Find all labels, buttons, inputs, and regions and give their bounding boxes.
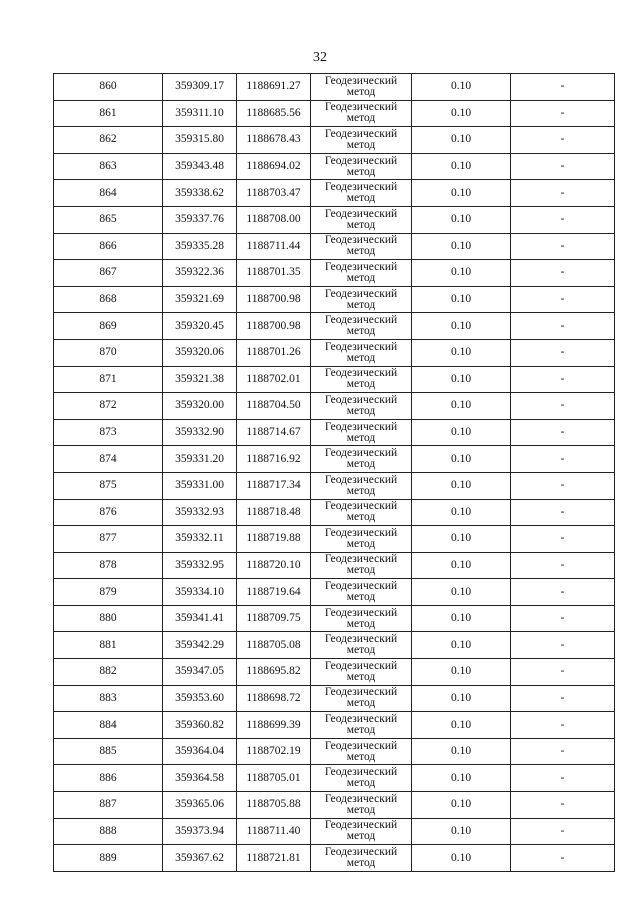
y-coordinate-cell: 1188708.00 <box>237 206 311 233</box>
accuracy-cell: 0.10 <box>412 818 511 845</box>
table-row <box>54 472 615 499</box>
x-coordinate-cell: 359332.95 <box>163 552 237 579</box>
y-coordinate-cell: 1188695.82 <box>237 659 311 686</box>
note-cell: - <box>511 233 615 260</box>
point-number-cell: 865 <box>54 206 163 233</box>
note-cell: - <box>511 446 615 473</box>
method-cell: Геодезический метод <box>311 499 412 526</box>
x-coordinate-cell: 359347.05 <box>163 659 237 686</box>
x-coordinate-cell: 359320.45 <box>163 313 237 340</box>
note-cell: - <box>511 552 615 579</box>
note-cell: - <box>511 74 615 101</box>
note-cell: - <box>511 393 615 420</box>
table-row <box>54 313 615 340</box>
method-cell: Геодезический метод <box>311 685 412 712</box>
point-number-cell: 867 <box>54 260 163 287</box>
table-row <box>54 206 615 233</box>
point-number-cell: 862 <box>54 127 163 154</box>
point-number-cell: 866 <box>54 233 163 260</box>
table-row <box>54 845 615 872</box>
x-coordinate-cell: 359331.20 <box>163 446 237 473</box>
accuracy-cell: 0.10 <box>412 552 511 579</box>
accuracy-cell: 0.10 <box>412 765 511 792</box>
page-number: 32 <box>313 50 327 65</box>
note-cell: - <box>511 339 615 366</box>
method-cell: Геодезический метод <box>311 552 412 579</box>
x-coordinate-cell: 359321.69 <box>163 286 237 313</box>
x-coordinate-cell: 359337.76 <box>163 206 237 233</box>
accuracy-cell: 0.10 <box>412 579 511 606</box>
point-number-cell: 873 <box>54 419 163 446</box>
method-cell: Геодезический метод <box>311 366 412 393</box>
accuracy-cell: 0.10 <box>412 339 511 366</box>
point-number-cell: 879 <box>54 579 163 606</box>
method-cell: Геодезический метод <box>311 286 412 313</box>
note-cell: - <box>511 738 615 765</box>
accuracy-cell: 0.10 <box>412 393 511 420</box>
note-cell: - <box>511 180 615 207</box>
point-number-cell: 875 <box>54 472 163 499</box>
x-coordinate-cell: 359315.80 <box>163 127 237 154</box>
point-number-cell: 880 <box>54 605 163 632</box>
y-coordinate-cell: 1188705.01 <box>237 765 311 792</box>
note-cell: - <box>511 153 615 180</box>
table-row <box>54 260 615 287</box>
y-coordinate-cell: 1188714.67 <box>237 419 311 446</box>
accuracy-cell: 0.10 <box>412 286 511 313</box>
y-coordinate-cell: 1188685.56 <box>237 100 311 127</box>
note-cell: - <box>511 419 615 446</box>
point-number-cell: 863 <box>54 153 163 180</box>
note-cell: - <box>511 260 615 287</box>
x-coordinate-cell: 359320.06 <box>163 339 237 366</box>
method-cell: Геодезический метод <box>311 632 412 659</box>
table-row <box>54 419 615 446</box>
accuracy-cell: 0.10 <box>412 446 511 473</box>
note-cell: - <box>511 632 615 659</box>
note-cell: - <box>511 765 615 792</box>
note-cell: - <box>511 818 615 845</box>
table-row <box>54 153 615 180</box>
method-cell: Геодезический метод <box>311 765 412 792</box>
accuracy-cell: 0.10 <box>412 366 511 393</box>
y-coordinate-cell: 1188717.34 <box>237 472 311 499</box>
note-cell: - <box>511 313 615 340</box>
method-cell: Геодезический метод <box>311 659 412 686</box>
x-coordinate-cell: 359332.90 <box>163 419 237 446</box>
method-cell: Геодезический метод <box>311 712 412 739</box>
x-coordinate-cell: 359334.10 <box>163 579 237 606</box>
y-coordinate-cell: 1188711.40 <box>237 818 311 845</box>
y-coordinate-cell: 1188719.88 <box>237 526 311 553</box>
point-number-cell: 884 <box>54 712 163 739</box>
x-coordinate-cell: 359373.94 <box>163 818 237 845</box>
table-row <box>54 579 615 606</box>
point-number-cell: 869 <box>54 313 163 340</box>
table-row <box>54 446 615 473</box>
note-cell: - <box>511 659 615 686</box>
method-cell: Геодезический метод <box>311 792 412 819</box>
method-cell: Геодезический метод <box>311 738 412 765</box>
y-coordinate-cell: 1188718.48 <box>237 499 311 526</box>
point-number-cell: 885 <box>54 738 163 765</box>
table-row <box>54 366 615 393</box>
table-row <box>54 552 615 579</box>
accuracy-cell: 0.10 <box>412 153 511 180</box>
y-coordinate-cell: 1188702.19 <box>237 738 311 765</box>
note-cell: - <box>511 685 615 712</box>
note-cell: - <box>511 127 615 154</box>
y-coordinate-cell: 1188705.88 <box>237 792 311 819</box>
note-cell: - <box>511 712 615 739</box>
x-coordinate-cell: 359335.28 <box>163 233 237 260</box>
coordinates-table-body <box>54 74 615 872</box>
point-number-cell: 864 <box>54 180 163 207</box>
table-row <box>54 339 615 366</box>
accuracy-cell: 0.10 <box>412 632 511 659</box>
x-coordinate-cell: 359320.00 <box>163 393 237 420</box>
y-coordinate-cell: 1188678.43 <box>237 127 311 154</box>
x-coordinate-cell: 359364.04 <box>163 738 237 765</box>
table-row <box>54 792 615 819</box>
y-coordinate-cell: 1188691.27 <box>237 74 311 101</box>
point-number-cell: 874 <box>54 446 163 473</box>
y-coordinate-cell: 1188701.35 <box>237 260 311 287</box>
note-cell: - <box>511 845 615 872</box>
table-row <box>54 632 615 659</box>
y-coordinate-cell: 1188701.26 <box>237 339 311 366</box>
accuracy-cell: 0.10 <box>412 526 511 553</box>
y-coordinate-cell: 1188703.47 <box>237 180 311 207</box>
y-coordinate-cell: 1188700.98 <box>237 313 311 340</box>
accuracy-cell: 0.10 <box>412 74 511 101</box>
method-cell: Геодезический метод <box>311 180 412 207</box>
note-cell: - <box>511 206 615 233</box>
x-coordinate-cell: 359367.62 <box>163 845 237 872</box>
accuracy-cell: 0.10 <box>412 792 511 819</box>
method-cell: Геодезический метод <box>311 74 412 101</box>
y-coordinate-cell: 1188711.44 <box>237 233 311 260</box>
y-coordinate-cell: 1188700.98 <box>237 286 311 313</box>
method-cell: Геодезический метод <box>311 845 412 872</box>
y-coordinate-cell: 1188699.39 <box>237 712 311 739</box>
accuracy-cell: 0.10 <box>412 712 511 739</box>
x-coordinate-cell: 359311.10 <box>163 100 237 127</box>
method-cell: Геодезический метод <box>311 446 412 473</box>
point-number-cell: 886 <box>54 765 163 792</box>
x-coordinate-cell: 359342.29 <box>163 632 237 659</box>
accuracy-cell: 0.10 <box>412 499 511 526</box>
table-row <box>54 499 615 526</box>
accuracy-cell: 0.10 <box>412 738 511 765</box>
table-row <box>54 100 615 127</box>
accuracy-cell: 0.10 <box>412 472 511 499</box>
accuracy-cell: 0.10 <box>412 206 511 233</box>
point-number-cell: 868 <box>54 286 163 313</box>
method-cell: Геодезический метод <box>311 153 412 180</box>
y-coordinate-cell: 1188694.02 <box>237 153 311 180</box>
y-coordinate-cell: 1188721.81 <box>237 845 311 872</box>
accuracy-cell: 0.10 <box>412 313 511 340</box>
note-cell: - <box>511 499 615 526</box>
x-coordinate-cell: 359364.58 <box>163 765 237 792</box>
method-cell: Геодезический метод <box>311 526 412 553</box>
x-coordinate-cell: 359341.41 <box>163 605 237 632</box>
table-row <box>54 286 615 313</box>
table-row <box>54 659 615 686</box>
method-cell: Геодезический метод <box>311 233 412 260</box>
accuracy-cell: 0.10 <box>412 180 511 207</box>
y-coordinate-cell: 1188709.75 <box>237 605 311 632</box>
coordinates-table <box>53 73 615 872</box>
table-row <box>54 765 615 792</box>
point-number-cell: 889 <box>54 845 163 872</box>
y-coordinate-cell: 1188702.01 <box>237 366 311 393</box>
point-number-cell: 860 <box>54 74 163 101</box>
table-row <box>54 127 615 154</box>
x-coordinate-cell: 359353.60 <box>163 685 237 712</box>
point-number-cell: 877 <box>54 526 163 553</box>
method-cell: Геодезический метод <box>311 100 412 127</box>
point-number-cell: 870 <box>54 339 163 366</box>
x-coordinate-cell: 359365.06 <box>163 792 237 819</box>
accuracy-cell: 0.10 <box>412 260 511 287</box>
method-cell: Геодезический метод <box>311 605 412 632</box>
accuracy-cell: 0.10 <box>412 127 511 154</box>
method-cell: Геодезический метод <box>311 419 412 446</box>
table-row <box>54 712 615 739</box>
point-number-cell: 878 <box>54 552 163 579</box>
accuracy-cell: 0.10 <box>412 419 511 446</box>
note-cell: - <box>511 526 615 553</box>
note-cell: - <box>511 286 615 313</box>
x-coordinate-cell: 359322.36 <box>163 260 237 287</box>
y-coordinate-cell: 1188720.10 <box>237 552 311 579</box>
table-row <box>54 605 615 632</box>
point-number-cell: 876 <box>54 499 163 526</box>
note-cell: - <box>511 100 615 127</box>
table-row <box>54 526 615 553</box>
accuracy-cell: 0.10 <box>412 233 511 260</box>
table-row <box>54 393 615 420</box>
method-cell: Геодезический метод <box>311 818 412 845</box>
accuracy-cell: 0.10 <box>412 659 511 686</box>
method-cell: Геодезический метод <box>311 393 412 420</box>
note-cell: - <box>511 579 615 606</box>
method-cell: Геодезический метод <box>311 472 412 499</box>
x-coordinate-cell: 359332.93 <box>163 499 237 526</box>
table-row <box>54 738 615 765</box>
note-cell: - <box>511 792 615 819</box>
method-cell: Геодезический метод <box>311 339 412 366</box>
table-row <box>54 818 615 845</box>
accuracy-cell: 0.10 <box>412 845 511 872</box>
point-number-cell: 882 <box>54 659 163 686</box>
method-cell: Геодезический метод <box>311 127 412 154</box>
point-number-cell: 888 <box>54 818 163 845</box>
y-coordinate-cell: 1188716.92 <box>237 446 311 473</box>
method-cell: Геодезический метод <box>311 260 412 287</box>
y-coordinate-cell: 1188719.64 <box>237 579 311 606</box>
x-coordinate-cell: 359338.62 <box>163 180 237 207</box>
table-row <box>54 74 615 101</box>
y-coordinate-cell: 1188704.50 <box>237 393 311 420</box>
table-row <box>54 233 615 260</box>
accuracy-cell: 0.10 <box>412 605 511 632</box>
note-cell: - <box>511 366 615 393</box>
point-number-cell: 861 <box>54 100 163 127</box>
method-cell: Геодезический метод <box>311 579 412 606</box>
method-cell: Геодезический метод <box>311 206 412 233</box>
note-cell: - <box>511 605 615 632</box>
point-number-cell: 871 <box>54 366 163 393</box>
point-number-cell: 887 <box>54 792 163 819</box>
point-number-cell: 872 <box>54 393 163 420</box>
y-coordinate-cell: 1188705.08 <box>237 632 311 659</box>
y-coordinate-cell: 1188698.72 <box>237 685 311 712</box>
point-number-cell: 881 <box>54 632 163 659</box>
x-coordinate-cell: 359360.82 <box>163 712 237 739</box>
accuracy-cell: 0.10 <box>412 100 511 127</box>
table-row <box>54 180 615 207</box>
x-coordinate-cell: 359343.48 <box>163 153 237 180</box>
x-coordinate-cell: 359309.17 <box>163 74 237 101</box>
accuracy-cell: 0.10 <box>412 685 511 712</box>
x-coordinate-cell: 359331.00 <box>163 472 237 499</box>
point-number-cell: 883 <box>54 685 163 712</box>
x-coordinate-cell: 359321.38 <box>163 366 237 393</box>
method-cell: Геодезический метод <box>311 313 412 340</box>
table-row <box>54 685 615 712</box>
note-cell: - <box>511 472 615 499</box>
x-coordinate-cell: 359332.11 <box>163 526 237 553</box>
